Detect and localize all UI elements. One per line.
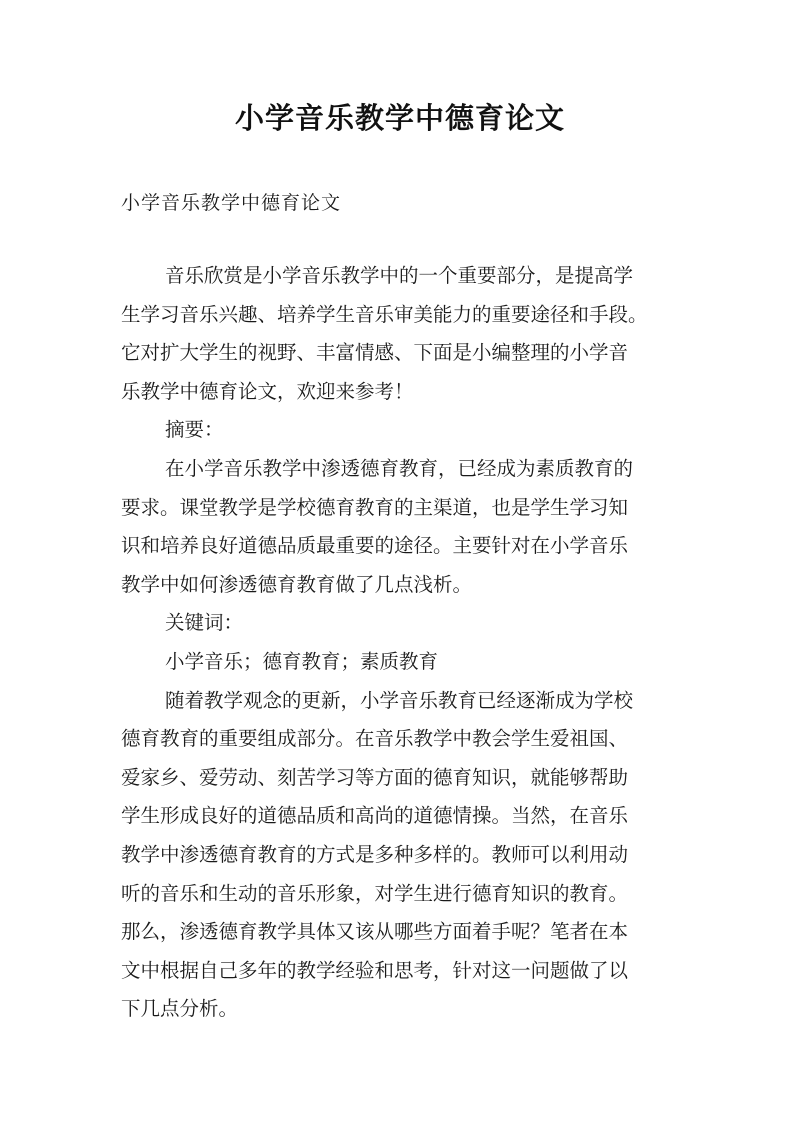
body-line: 学生形成良好的道德品质和高尚的道德情操。当然，在音乐 (121, 804, 629, 828)
body-line: 小学音乐；德育教育；素质教育 (165, 649, 439, 673)
body-line: 摘要： (165, 418, 224, 442)
body-line: 乐教学中德育论文，欢迎来参考！ (121, 379, 414, 403)
body-line: 识和培养良好道德品质最重要的途径。主要针对在小学音乐 (121, 534, 629, 558)
body-line: 德育教育的重要组成部分。在音乐教学中教会学生爱祖国、 (121, 727, 629, 751)
body-line: 生学习音乐兴趣、培养学生音乐审美能力的重要途径和手段。 (121, 302, 648, 326)
body-line: 要求。课堂教学是学校德育教育的主渠道，也是学生学习知 (121, 495, 629, 519)
body-line: 教学中渗透德育教育的方式是多种多样的。教师可以利用动 (121, 842, 629, 866)
body-line: 在小学音乐教学中渗透德育教育，已经成为素质教育的 (165, 456, 634, 480)
document-body (121, 257, 681, 1029)
body-line: 爱家乡、爱劳动、刻苦学习等方面的德育知识，就能够帮助 (121, 765, 629, 789)
body-line: 听的音乐和生动的音乐形象，对学生进行德育知识的教育。 (121, 881, 629, 905)
body-line: 音乐欣赏是小学音乐教学中的一个重要部分，是提高学 (165, 264, 634, 287)
body-line: 文中根据自己多年的教学经验和思考，针对这一问题做了以 (121, 958, 629, 982)
document-subtitle: 小学音乐教学中德育论文 (121, 192, 342, 214)
body-line: 随着教学观念的更新，小学音乐教育已经逐渐成为学校 (165, 688, 634, 712)
body-line: 下几点分析。 (121, 997, 239, 1021)
body-line: 教学中如何渗透德育教育做了几点浅析。 (121, 572, 473, 596)
body-line: 它对扩大学生的视野、丰富情感、下面是小编整理的小学音 (121, 341, 629, 365)
body-line: 关键词： (165, 611, 244, 635)
document-title: 小学音乐教学中德育论文 (234, 101, 565, 135)
body-line: 那么，渗透德育教学具体又该从哪些方面着手呢？笔者在本 (121, 920, 629, 944)
